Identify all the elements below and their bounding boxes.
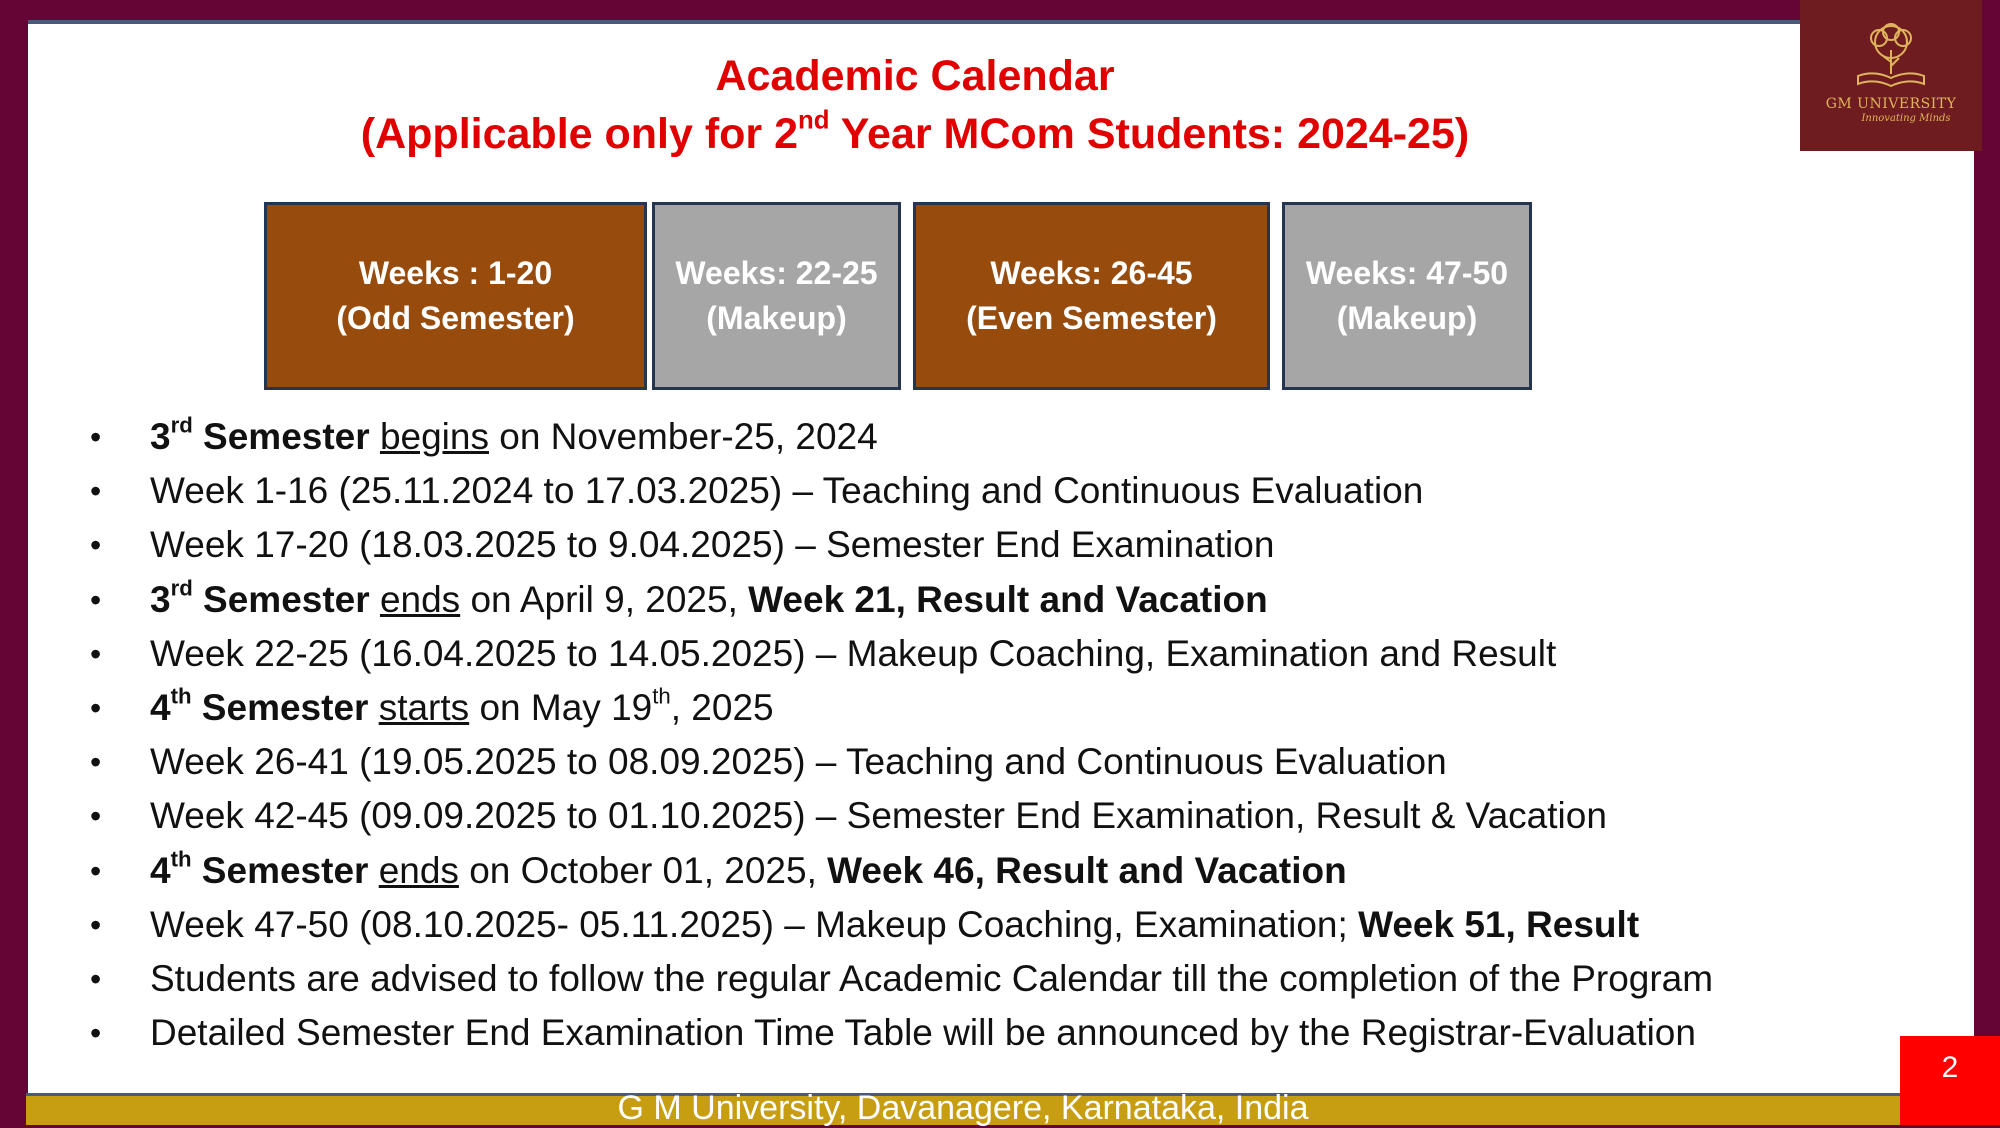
list-item: • 4th Semester starts on May 19th, 2025 (90, 681, 1713, 735)
list-item: • Week 26-41 (19.05.2025 to 08.09.2025) – Teaching and Continuous Evaluation (90, 735, 1713, 789)
calendar-bullet-list (90, 410, 1713, 1060)
week-box-makeup-2: Weeks: 47-50 (Makeup) (1282, 202, 1532, 390)
page-subtitle: (Applicable only for 2nd Year MCom Students: 2024-25) (360, 106, 1470, 158)
list-item: • Week 1-16 (25.11.2024 to 17.03.2025) – Teaching and Continuous Evaluation (90, 464, 1713, 518)
week-box-makeup-1: Weeks: 22-25 (Makeup) (652, 202, 901, 390)
list-item: • 4th Semester ends on October 01, 2025, Week 46, Result and Vacation (90, 844, 1713, 898)
list-item: • Week 17-20 (18.03.2025 to 9.04.2025) – Semester End Examination (90, 518, 1713, 572)
page-number: 2 (1900, 1036, 2000, 1125)
list-item: • Detailed Semester End Examination Time Table will be announced by the Registrar-Evaluation (90, 1006, 1713, 1060)
list-item: • Students are advised to follow the regular Academic Calendar till the completion of the Program (90, 952, 1713, 1006)
logo-name: GM UNIVERSITY (1825, 96, 1957, 112)
list-item: • Week 47-50 (08.10.2025- 05.11.2025) – Makeup Coaching, Examination; Week 51, Result (90, 898, 1713, 952)
list-item: • 3rd Semester begins on November-25, 2024 (90, 410, 1713, 464)
week-box-odd-semester: Weeks : 1-20 (Odd Semester) (264, 202, 647, 390)
week-box-even-semester: Weeks: 26-45 (Even Semester) (913, 202, 1270, 390)
tree-book-icon (1852, 22, 1930, 94)
list-item: • Week 42-45 (09.09.2025 to 01.10.2025) – Semester End Examination, Result & Vacation (90, 789, 1713, 843)
list-item: • 3rd Semester ends on April 9, 2025, Week 21, Result and Vacation (90, 573, 1713, 627)
top-divider (28, 20, 1808, 24)
page-title: Academic Calendar (715, 52, 1115, 100)
logo-tagline: Innovating Minds (1861, 113, 1951, 124)
footer-text: G M University, Davanagere, Karnataka, India (617, 1089, 1309, 1127)
list-item: • Week 22-25 (16.04.2025 to 14.05.2025) – Makeup Coaching, Examination and Result (90, 627, 1713, 681)
